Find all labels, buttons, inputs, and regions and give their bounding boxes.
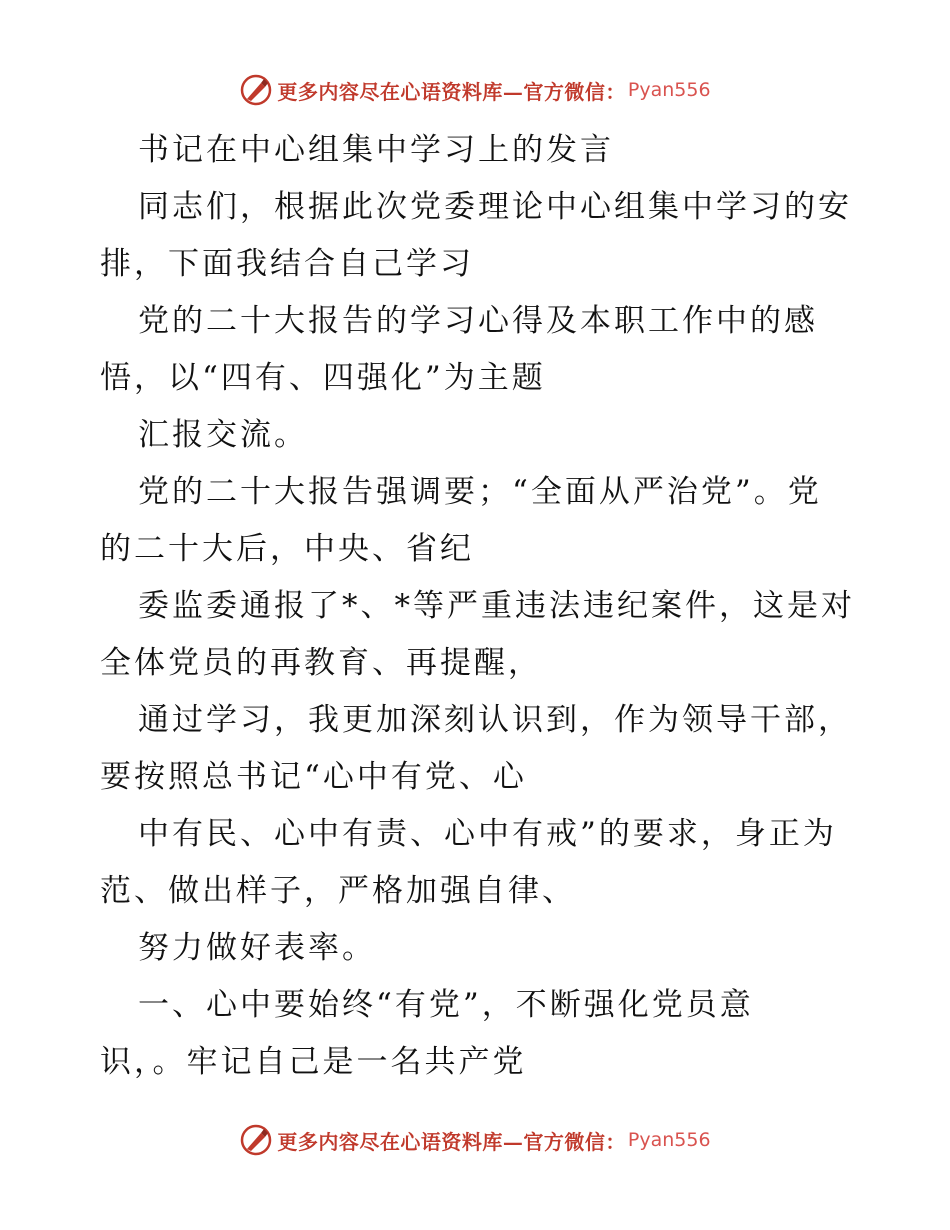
document-title: 书记在中心组集中学习上的发言 xyxy=(138,132,614,168)
text-line: 委监委通报了*、*等严重违法违纪案件，这是对 xyxy=(138,588,855,624)
text-line: 中有民、心中有责、心中有戒”的要求，身正为 xyxy=(138,816,837,852)
header-watermark-banner xyxy=(0,70,950,110)
pen-nib-logo-icon xyxy=(239,1123,273,1157)
text-line: 一、心中要始终“有党”，不断强化党员意 xyxy=(138,987,754,1023)
text-line: 排，下面我结合自己学习 xyxy=(100,246,474,282)
watermark-contact: Pyan556 xyxy=(627,1129,711,1151)
text-line: 的二十大后，中央、省纪 xyxy=(100,531,474,567)
text-line: 努力做好表率。 xyxy=(138,930,376,966)
text-line: 同志们，根据此次党委理论中心组集中学习的安 xyxy=(138,189,852,225)
text-line: 汇报交流。 xyxy=(138,417,308,453)
text-line: 全体党员的再教育、再提醒， xyxy=(100,645,542,681)
text-line: 范、做出样子，严格加强自律、 xyxy=(100,873,576,909)
text-line: 要按照总书记“心中有党、心 xyxy=(100,759,527,795)
text-line: 悟，以“四有、四强化”为主题 xyxy=(100,360,546,396)
watermark-contact: Pyan556 xyxy=(627,79,711,101)
text-line: 识，。牢记自己是一名共产党 xyxy=(100,1044,527,1080)
text-line: 党的二十大报告的学习心得及本职工作中的感 xyxy=(138,303,818,339)
document-body xyxy=(100,122,860,1091)
watermark-text: 更多内容尽在心语资料库—官方微信： xyxy=(277,79,626,104)
watermark-text: 更多内容尽在心语资料库—官方微信： xyxy=(277,1129,626,1154)
text-line: 党的二十大报告强调要；“全面从严治党”。党 xyxy=(138,474,822,510)
pen-nib-logo-icon xyxy=(239,73,273,107)
text-line: 通过学习，我更加深刻认识到，作为领导干部， xyxy=(138,702,852,738)
footer-watermark-banner xyxy=(0,1120,950,1160)
